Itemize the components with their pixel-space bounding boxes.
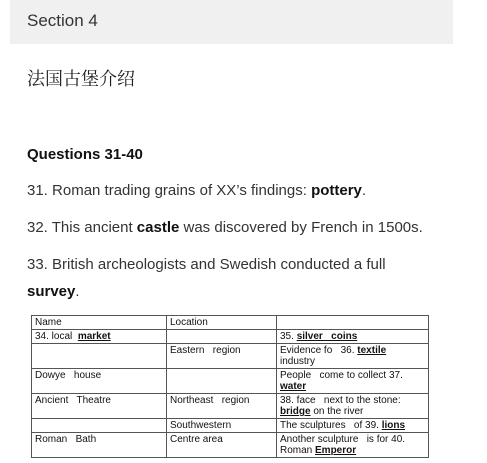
row-36-mid: industry	[280, 356, 316, 367]
row-40-pre: Another sculpture is for 40. Roman	[280, 434, 406, 456]
table-cell-name: Ancient Theatre	[32, 394, 167, 419]
table-cell-name	[32, 419, 167, 433]
row-34-answer: market	[77, 331, 111, 342]
table-cell-name	[32, 330, 167, 344]
table-cell-location	[167, 330, 277, 344]
table-cell-note	[277, 433, 429, 458]
question-32	[27, 217, 423, 239]
table-cell-name	[32, 344, 167, 369]
page-subtitle: 法国古堡介绍	[27, 69, 135, 90]
table-cell-name: Dowye house	[32, 369, 167, 394]
table-cell-location: Northeast region	[167, 394, 277, 419]
section-label: Section 4	[27, 11, 98, 30]
row-39-answer: lions	[381, 420, 406, 431]
row-40-answer: Emperor	[315, 445, 357, 456]
table-cell-location: Southwestern	[167, 419, 277, 433]
question-33-end: .	[75, 283, 80, 300]
row-37-answer: water	[280, 381, 307, 392]
table-cell-note	[277, 369, 429, 394]
table-row	[32, 433, 429, 458]
table-cell-name: Roman Bath	[32, 433, 167, 458]
table-cell-note	[277, 344, 429, 369]
row-35-answer: silver coins	[296, 331, 358, 342]
question-32-pre: 32. This ancient	[27, 219, 137, 236]
table-row	[32, 394, 429, 419]
table-cell-note	[277, 316, 429, 330]
section-header-bar	[10, 0, 453, 44]
row-36-pre: Evidence fo 36.	[280, 345, 358, 356]
table-cell-note	[277, 330, 429, 344]
table-row	[32, 344, 429, 369]
question-31-end: .	[361, 182, 367, 199]
table-cell-note	[277, 394, 429, 419]
row-35-pre: 35.	[280, 331, 297, 342]
table-cell-location	[167, 369, 277, 394]
row-34-label: 34. local	[35, 331, 78, 342]
table-row	[32, 419, 429, 433]
question-33-answer: survey	[27, 283, 76, 300]
row-38-pre: 38. face next to the stone:	[280, 395, 401, 406]
table-cell-location: Location	[167, 316, 277, 330]
question-31-answer: pottery	[311, 182, 362, 199]
table-cell-location: Eastern region	[167, 344, 277, 369]
table-cell-location: Centre area	[167, 433, 277, 458]
question-33	[27, 254, 457, 303]
row-37-pre: People come to collect 37.	[280, 370, 403, 381]
table-cell-note	[277, 419, 429, 433]
table-row	[32, 330, 429, 344]
question-32-answer: castle	[136, 219, 180, 236]
row-38-answer: bridge	[280, 406, 311, 417]
row-38-mid: on the river	[310, 406, 364, 417]
question-33-line1: 33. British archeologists and Swedish conducted a full	[27, 256, 386, 273]
table-cell-name: Name	[32, 316, 167, 330]
questions-heading: Questions 31-40	[27, 146, 143, 163]
question-32-post: was discovered by French in 1500s.	[179, 219, 423, 236]
row-36-answer: textile	[357, 345, 387, 356]
table-row	[32, 316, 429, 330]
question-31-text: 31. Roman trading grains of XX’s findings:	[27, 182, 312, 199]
question-31	[27, 180, 366, 202]
answer-table	[31, 315, 429, 458]
table-row	[32, 369, 429, 394]
row-39-pre: The sculptures of 39.	[280, 420, 382, 431]
